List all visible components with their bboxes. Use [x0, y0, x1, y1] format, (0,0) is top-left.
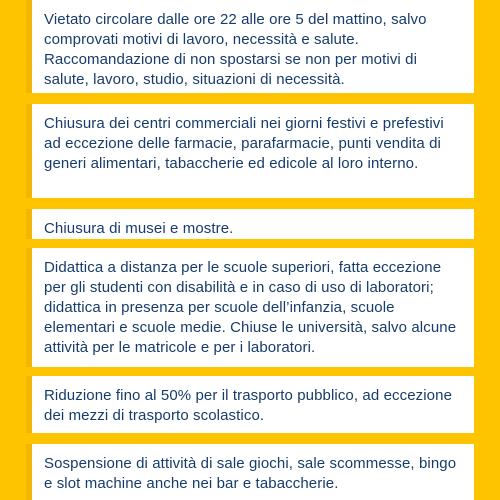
rule-text: Sospensione di attività di sale giochi, sale scommesse, bingo e slot machine anche nei bar e tabaccherie. [44, 455, 457, 492]
rule-card-schools [26, 248, 474, 367]
rule-text: Chiusura dei centri commerciali nei giorni festivi e prefestivi ad eccezione delle farmacie, parafarmacie, punti vendita di generi alimentari, tabaccherie ed edicole al loro interno. [44, 115, 444, 172]
rule-card-public-transport [26, 376, 474, 433]
rule-card-gaming-halls [26, 444, 474, 500]
rule-text: Riduzione fino al 50% per il trasporto pubblico, ad eccezione dei mezzi di trasporto scolastico. [44, 387, 453, 424]
rule-text: Chiusura di musei e mostre. [44, 220, 234, 237]
rule-list [26, 0, 474, 500]
rule-card-curfew [26, 0, 474, 93]
rule-card-shopping-centers [26, 104, 474, 198]
rule-text: Didattica a distanza per le scuole superiori, fatta eccezione per gli studenti con disabilità e in caso di uso di laboratori; didattica in presenza per scuole dell’infanzia, scuole elementari e scuole medie. Chiuse le università, salvo alcune attività per le matricole e per i laboratori. [44, 259, 457, 356]
rule-text: Vietato circolare dalle ore 22 alle ore 5 del mattino, salvo comprovati motivi di lavoro, necessità e salute. Raccomandazione di non spostarsi se non per motivi di salute, lavoro, studio, situazioni di necessità. [44, 11, 427, 88]
rule-card-museums [26, 209, 474, 239]
